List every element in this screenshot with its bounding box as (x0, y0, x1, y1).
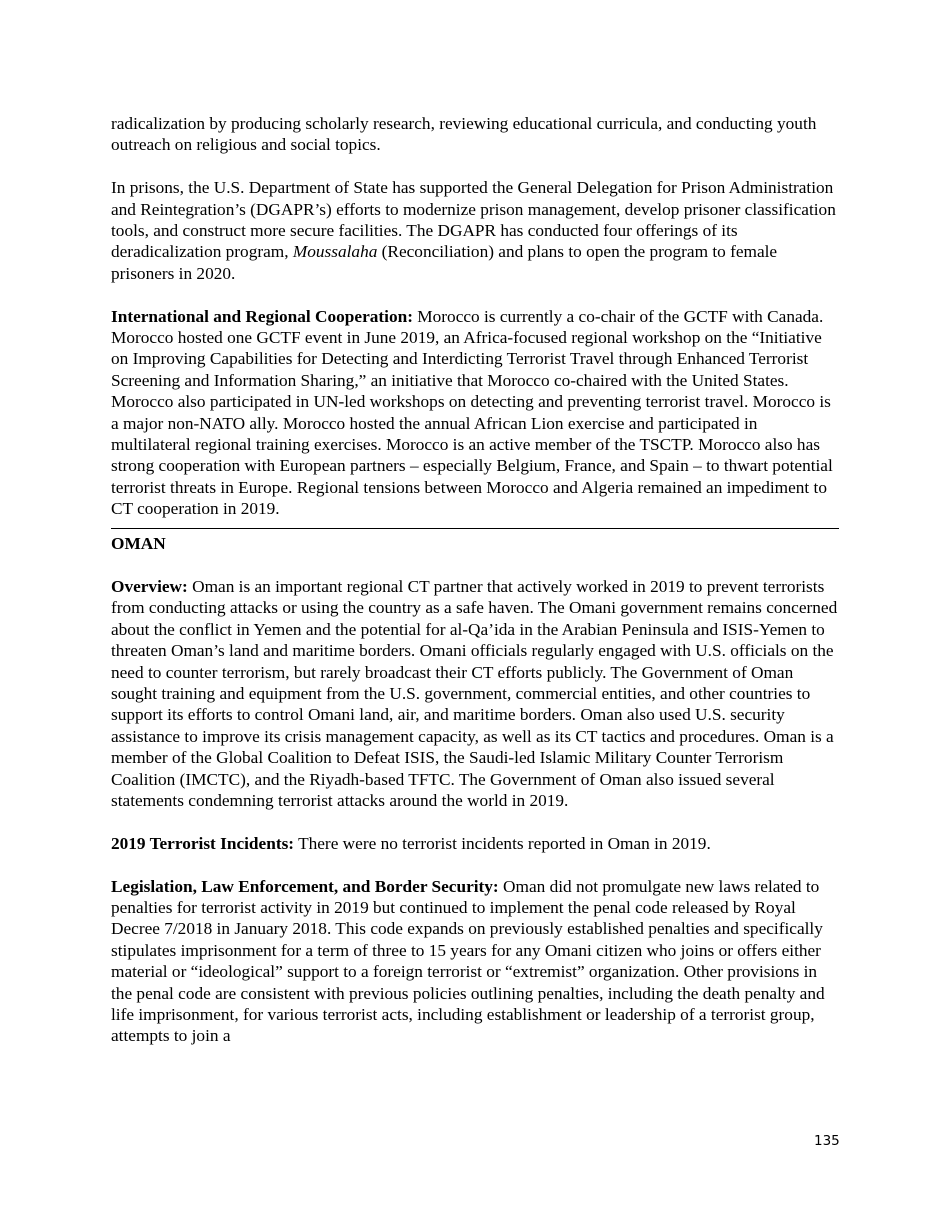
heading-legislation: Legislation, Law Enforcement, and Border Security: (111, 876, 499, 896)
heading-terrorist-incidents: 2019 Terrorist Incidents: (111, 833, 295, 853)
paragraph-overview (111, 576, 839, 811)
paragraph-international-cooperation (111, 306, 839, 520)
paragraph-prisons-text-1: In prisons, the U.S. Department of State has supported the General Delegation for Prison Administration and Reintegration’s (DGAPR’s) efforts to modernize prison management, develop prisoner classification tools, and construct more secure facilities. The DGAPR has conducted four offerings of its deradicalization program, (111, 178, 836, 262)
heading-overview: Overview: (111, 576, 188, 596)
terrorist-incidents-text: There were no terrorist incidents reported in Oman in 2019. (294, 833, 711, 853)
legislation-text: Oman did not promulgate new laws related to penalties for terrorist activity in 2019 but continued to implement the penal code released by Royal Decree 7/2018 in January 2018. This code expands on previously established penalties and specifically stipulates imprisonment for a term of three to 15 years for any Omani citizen who joins or offers either material or “ideological” support to a foreign terrorist or “extremist” organization. Other provisions in the penal code are consistent with previous policies outlining penalties, including the death penalty and life imprisonment, for various terrorist acts, including establishment or leadership of a terrorist group, attempts to join a (111, 876, 825, 1046)
document-page (111, 113, 839, 1068)
paragraph-legislation (111, 876, 839, 1047)
section-title-oman: OMAN (111, 534, 166, 554)
paragraph-prisons-text-2: (Reconciliation) and plans to open the program to female prisoners in 2020. (111, 242, 778, 283)
paragraph-radicalization: radicalization by producing scholarly research, reviewing educational curricula, and conducting youth outreach on religious and social topics. (111, 114, 817, 155)
paragraph-terrorist-incidents (111, 833, 839, 854)
page-number: 135 (814, 1133, 840, 1149)
heading-international-cooperation: International and Regional Cooperation: (111, 306, 413, 326)
section-divider (111, 528, 839, 529)
program-name-moussalaha: Moussalaha (292, 242, 378, 262)
paragraph-prisons (111, 177, 839, 284)
overview-text: Oman is an important regional CT partner that actively worked in 2019 to prevent terrorists from conducting attacks or using the country as a safe haven. The Omani government remains concerned about the conflict in Yemen and the potential for al-Qa’ida in the Arabian Peninsula and ISIS-Yemen to threaten Oman’s land and maritime borders. Omani officials regularly engaged with U.S. officials on the need to counter terrorism, but rarely broadcast their CT efforts publicly. The Government of Oman sought training and equipment from the U.S. government, commercial entities, and other countries to support its efforts to control Omani land, air, and maritime borders. Oman also used U.S. security assistance to improve its crisis management capacity, as well as its CT tactics and procedures. Oman is a member of the Global Coalition to Defeat ISIS, the Saudi-led Islamic Military Counter Terrorism Coalition (IMCTC), and the Riyadh-based TFTC. The Government of Oman also issued several statements condemning terrorist attacks around the world in 2019. (111, 576, 838, 810)
international-cooperation-text: Morocco is currently a co-chair of the GCTF with Canada. Morocco hosted one GCTF event in June 2019, an Africa-focused regional workshop on the “Initiative on Improving Capabilities for Detecting and Interdicting Terrorist Travel through Enhanced Terrorist Screening and Information Sharing,” an initiative that Morocco co-chaired with the United States. Morocco also participated in UN-led workshops on detecting and preventing terrorist travel. Morocco is a major non-NATO ally. Morocco hosted the annual African Lion exercise and participated in multilateral regional training exercises. Morocco is an active member of the TSCTP. Morocco also has strong cooperation with European partners – especially Belgium, France, and Spain – to thwart potential terrorist threats in Europe. Regional tensions between Morocco and Algeria remained an impediment to CT cooperation in 2019. (111, 306, 833, 519)
